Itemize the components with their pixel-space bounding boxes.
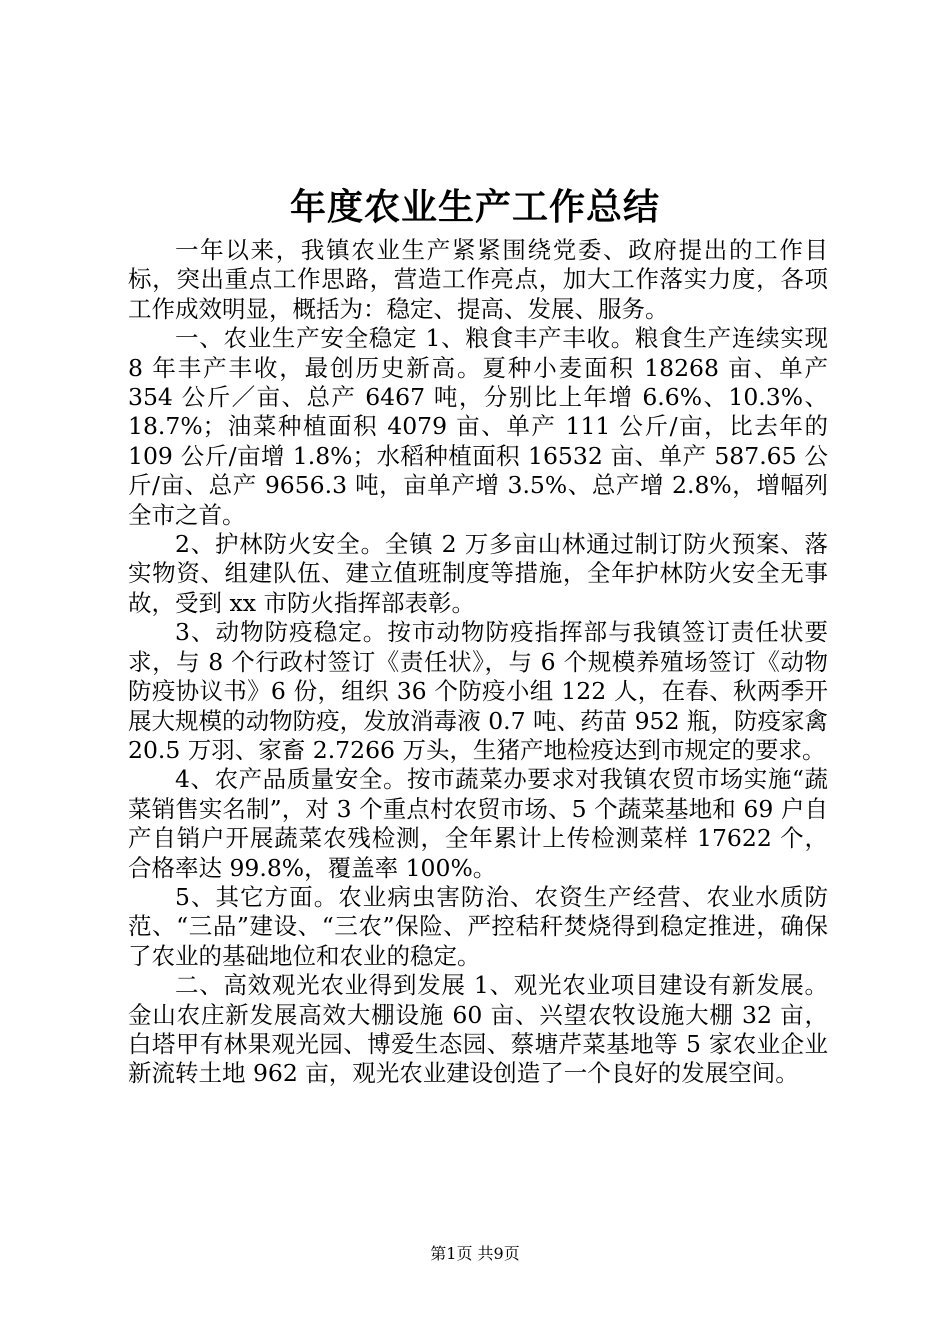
paragraph: 二、高效观光农业得到发展 1、观光农业项目建设有新发展。金山农庄新发展高效大棚设施 60 亩、兴望农牧设施大棚 32 亩，白塔甲有林果观光园、博爱生态园、蔡塘芹菜基地等 5 家农业企业新流转土地 962 亩，观光农业建设创造了一个良好的发展空间。: [128, 971, 828, 1088]
paragraph: 一、农业生产安全稳定 1、粮食丰产丰收。粮食生产连续实现 8 年丰产丰收，最创历史新高。夏种小麦面积 18268 亩、单产 354 公斤／亩、总产 6467 吨，分别比上年增 6.6%、10.3%、18.7%；油菜种植面积 4079 亩、单产 111 公斤/亩，比去年的 109 公斤/亩增 1.8%；水稻种植面积 16532 亩、单产 587.65 公斤/亩、总产 9656.3 吨，亩单产增 3.5%、总产增 2.8%，增幅列全市之首。: [128, 324, 828, 529]
page-number-footer: 第1页 共9页: [430, 1244, 520, 1263]
document-body: [128, 236, 828, 1089]
paragraph: 2、护林防火安全。全镇 2 万多亩山林通过制订防火预案、落实物资、组建队伍、建立值班制度等措施，全年护林防火安全无事故，受到 xx 市防火指挥部表彰。: [128, 530, 828, 617]
paragraph: 5、其它方面。农业病虫害防治、农资生产经营、农业水质防范、“三品”建设、“三农”保险、严控秸秆焚烧得到稳定推进，确保了农业的基础地位和农业的稳定。: [128, 882, 828, 970]
paragraph: 3、动物防疫稳定。按市动物防疫指挥部与我镇签订责任状要求，与 8 个行政村签订《责任状》，与 6 个规模养殖场签订《动物防疫协议书》6 份，组织 36 个防疫小组 122 人，在春、秋两季开展大规模的动物防疫，发放消毒液 0.7 吨、药苗 952 瓶，防疫家禽 20.5 万羽、家畜 2.7266 万头，生猪产地检疫达到市规定的要求。: [128, 618, 828, 764]
paragraph: 一年以来，我镇农业生产紧紧围绕党委、政府提出的工作目标，突出重点工作思路，营造工作亮点，加大工作落实力度，各项工作成效明显，概括为：稳定、提高、发展、服务。: [128, 236, 828, 323]
document-title: 年度农业生产工作总结: [289, 187, 660, 228]
paragraph: 4、农产品质量安全。按市蔬菜办要求对我镇农贸市场实施“蔬菜销售实名制”，对 3 个重点村农贸市场、5 个蔬菜基地和 69 户自产自销户开展蔬菜农残检测，全年累计上传检测菜样 17622 个，合格率达 99.8%，覆盖率 100%。: [128, 765, 828, 882]
